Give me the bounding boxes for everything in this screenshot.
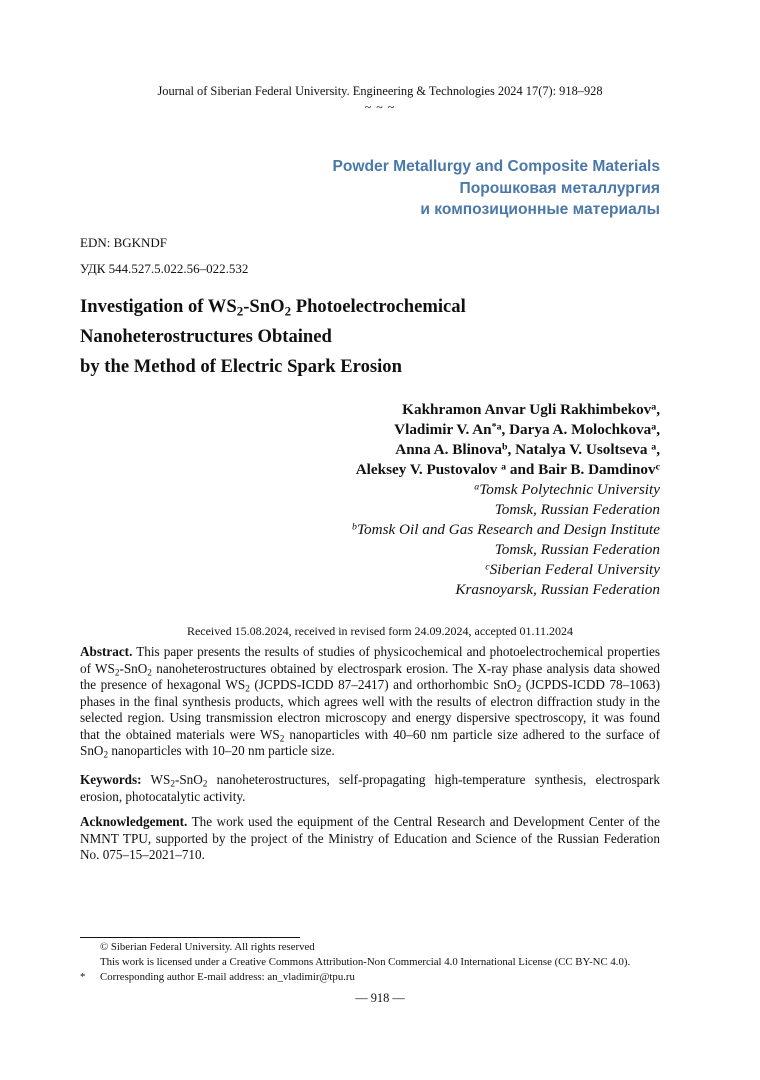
affiliation-b: $^b$Tomsk Oil and Gas Research and Design Institute [352, 521, 660, 538]
affiliation-a-city: Tomsk, Russian Federation [494, 501, 660, 518]
acknowledgement-label: Acknowledgement. [80, 814, 188, 829]
section-title-ru-line1: Порошковая металлургия [459, 180, 660, 197]
affiliation-c: $^c$Siberian Federal University [485, 561, 660, 578]
authors-line2: Vladimir V. An$^{*a}$, Darya A. Molochkova$^a$, [394, 421, 660, 438]
footnote-copyright: © Siberian Federal University. All rights reserved [100, 941, 315, 953]
footnote-divider [80, 937, 300, 938]
abstract: Abstract. This paper presents the results of studies of physicochemical and photoelectrochemical properties of $WS_2-SnO_2$ nanoheterostructures obtained by electrospark erosion. The X-ray phase analysis data showed the presence of hexagonal $WS_2$ (JCPDS-ICDD 87–2417) and orthorhombic SnO$_2$ (JCPDS-ICDD 78–1063) phases in the final synthesis products, which agrees well with the results of electron diffraction study in the selected region. Using transmission electron microscopy and energy dispersive spectroscopy, it was found that the obtained materials were $WS_2$ nanoparticles with 40–60 nm particle size adhered to the surface of SnO$_2$ nanoparticles with 10–20 nm particle size. [80, 644, 660, 760]
header-ornament: ~ ~ ~ [364, 100, 396, 114]
affiliation-a: $^a$Tomsk Polytechnic University [474, 481, 660, 498]
article-title-line3: by the Method of Electric Spark Erosion [80, 356, 402, 377]
footnote-license: This work is licensed under a Creative Commons Attribution-Non Commercial 4.0 International License (CC BY-NC 4.0). [100, 956, 631, 968]
section-title-en: Powder Metallurgy and Composite Materials [332, 158, 660, 175]
footnote-corresponding: * Corresponding author E-mail address: an_vladimir@tpu.ru [80, 971, 355, 983]
authors-line1: Kakhramon Anvar Ugli Rakhimbekov$^a$, [402, 401, 660, 418]
received-dates: Received 15.08.2024, received in revised form 24.09.2024, accepted 01.11.2024 [186, 624, 574, 638]
journal-header: Journal of Siberian Federal University. Engineering & Technologies 2024 17(7): 918–928 [157, 84, 603, 98]
affiliation-b-city: Tomsk, Russian Federation [494, 541, 660, 558]
udk-code: УДК 544.527.5.022.56–022.532 [80, 261, 249, 276]
abstract-label: Abstract. [80, 644, 133, 659]
keywords: Keywords: $WS_2-SnO_2$ nanoheterostructures, self-propagating high-temperature synthesis, electrospark erosion, photocatalytic activity. [80, 772, 661, 804]
page-number: ― 918 ― [355, 991, 405, 1005]
article-title-line2: Nanoheterostructures Obtained [80, 326, 332, 347]
authors-line4: Aleksey V. Pustovalov $^a$ and Bair B. Damdinov$^c$ [355, 461, 660, 478]
acknowledgement: Acknowledgement. The work used the equipment of the Central Research and Development Center of the NMNT TPU, supported by the project of the Ministry of Education and Science of the Russian Federation No. 075–15–2021–710. [80, 814, 660, 862]
edn-code: EDN: BGKNDF [80, 235, 168, 250]
keywords-label: Keywords: [80, 772, 142, 787]
authors-line3: Anna A. Blinova$^b$, Natalya V. Usoltseva $^a$, [395, 441, 660, 458]
affiliation-c-city: Krasnoyarsk, Russian Federation [455, 581, 660, 598]
article-title-line1: Investigation of $WS_2-SnO_2$ Photoelectrochemical [80, 296, 466, 319]
section-title-ru-line2: и композиционные материалы [420, 201, 660, 218]
